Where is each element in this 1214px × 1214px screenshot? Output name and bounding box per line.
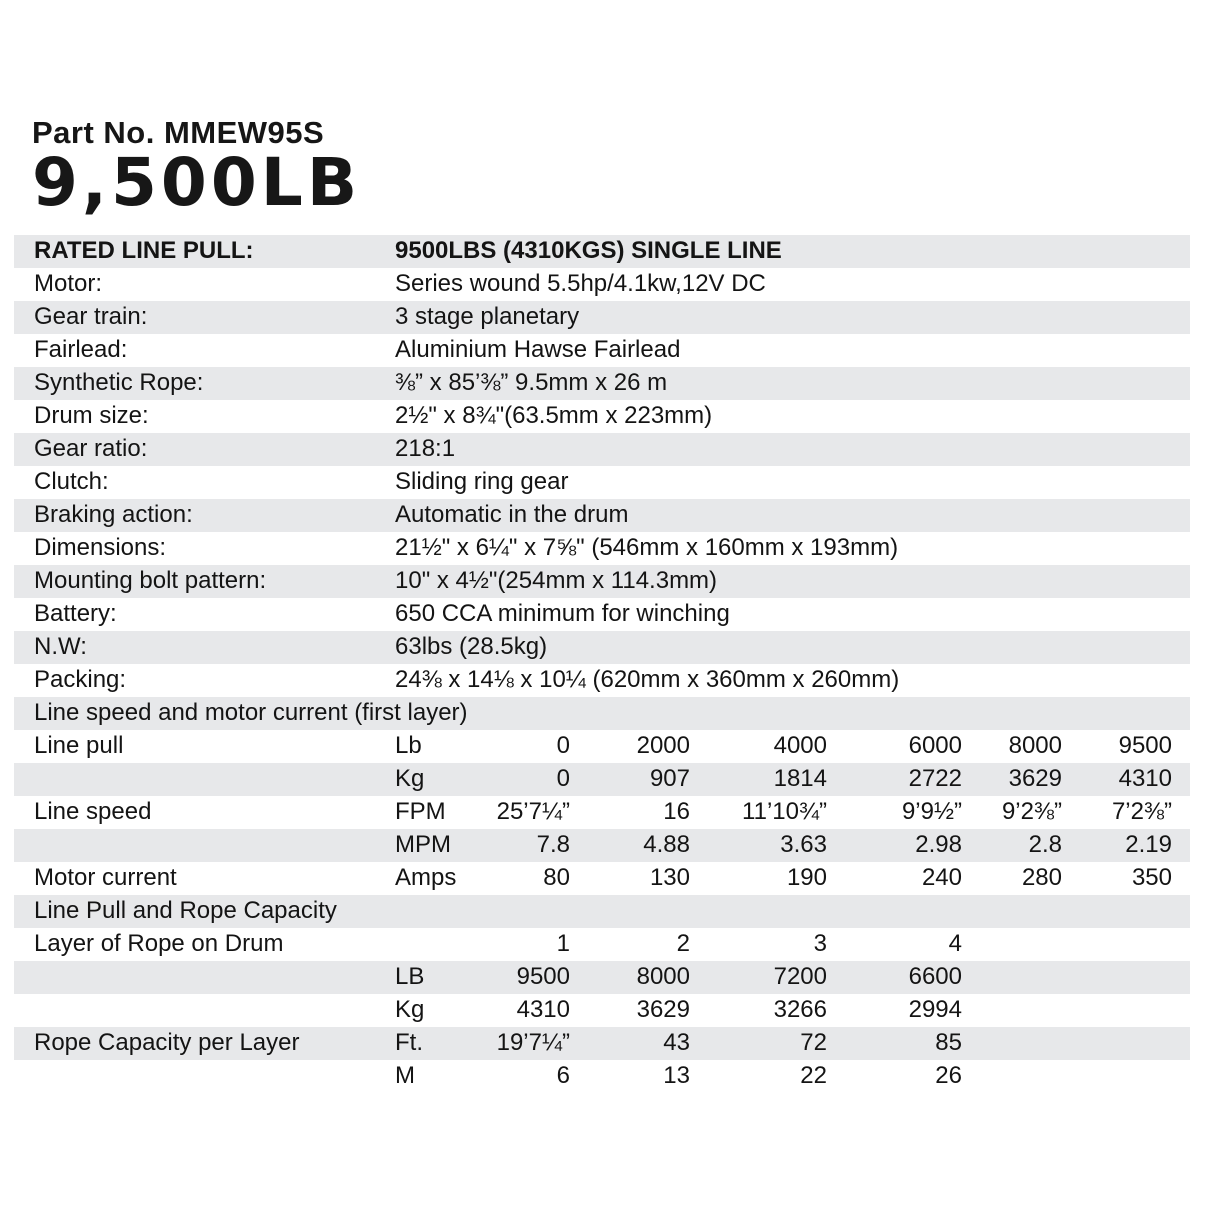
spec-value: 218:1 (395, 435, 456, 463)
value-cell: 9’9½” (901, 798, 962, 826)
spec-value: 3 stage planetary (395, 303, 580, 331)
value-cell: 9500 (516, 963, 570, 991)
value-cell: 2000 (636, 732, 690, 760)
spec-label: Synthetic Rope: (34, 371, 204, 396)
spec-value: Automatic in the drum (395, 501, 629, 529)
unit-cell: Ft. (395, 1029, 423, 1057)
spec-value: 24⅜ x 14⅛ x 10¼ (620mm x 360mm x 260mm) (395, 666, 900, 694)
unit-cell: Kg (395, 765, 425, 793)
value-cell: 350 (1131, 864, 1172, 892)
spec-value: 650 CCA minimum for winching (395, 600, 730, 628)
data-row-label: Rope Capacity per Layer (34, 1031, 300, 1056)
value-cell: 3629 (1008, 765, 1062, 793)
row-gear-train (14, 301, 1190, 334)
unit-cell: Amps (395, 864, 457, 892)
value-cell: 6000 (908, 732, 962, 760)
value-cell: 0 (556, 765, 570, 793)
unit-cell: FPM (395, 798, 446, 826)
value-cell: 43 (663, 1029, 690, 1057)
value-cell: 2722 (908, 765, 962, 793)
row-dimensions (14, 532, 1190, 565)
value-cell: 280 (1021, 864, 1062, 892)
value-cell: 3266 (773, 996, 827, 1024)
row-motor-current-amps (14, 862, 1190, 895)
value-cell: 4310 (516, 996, 570, 1024)
row-line-speed-fpm (14, 796, 1190, 829)
data-row-label: Line speed (34, 800, 152, 825)
value-cell: 80 (543, 864, 570, 892)
row-capacity-kg (14, 994, 1190, 1027)
spec-label: Battery: (34, 602, 117, 627)
row-synthetic-rope (14, 367, 1190, 400)
part-number-title: Part No. MMEW95S (32, 115, 325, 150)
row-line-pull-kg (14, 763, 1190, 796)
value-cell: 240 (921, 864, 962, 892)
data-row-label: Layer of Rope on Drum (34, 932, 284, 957)
value-cell: 8000 (1008, 732, 1062, 760)
spec-label: Motor: (34, 272, 103, 297)
spec-label: Drum size: (34, 404, 149, 429)
value-cell: 2 (676, 930, 690, 958)
unit-cell: Kg (395, 996, 425, 1024)
row-net-weight (14, 631, 1190, 664)
value-cell: 3 (813, 930, 827, 958)
row-capacity-lb (14, 961, 1190, 994)
spec-value: Aluminium Hawse Fairlead (395, 336, 681, 364)
row-clutch (14, 466, 1190, 499)
row-packing (14, 664, 1190, 697)
row-gear-ratio (14, 433, 1190, 466)
value-cell: 7200 (773, 963, 827, 991)
value-cell: 2994 (908, 996, 962, 1024)
spec-table (14, 235, 1190, 1093)
value-cell: 130 (649, 864, 690, 892)
data-row-label: Motor current (34, 866, 177, 891)
spec-value: 10" x 4½"(254mm x 114.3mm) (395, 567, 718, 595)
spec-label: Mounting bolt pattern: (34, 569, 267, 594)
value-cell: 4000 (773, 732, 827, 760)
spec-value: Sliding ring gear (395, 468, 569, 496)
spec-label: Gear ratio: (34, 437, 148, 462)
value-cell: 907 (649, 765, 690, 793)
value-cell: 85 (935, 1029, 962, 1057)
value-cell: 6600 (908, 963, 962, 991)
spec-label: Braking action: (34, 503, 193, 528)
value-cell: 0 (556, 732, 570, 760)
value-cell: 25’7¼” (496, 798, 570, 826)
value-cell: 8000 (636, 963, 690, 991)
value-cell: 3629 (636, 996, 690, 1024)
section-header-rope-capacity (14, 895, 1190, 928)
value-cell: 2.8 (1028, 831, 1062, 859)
value-cell: 7.8 (536, 831, 570, 859)
title-block (32, 115, 1214, 222)
row-rope-capacity-ft (14, 1027, 1190, 1060)
spec-label: Dimensions: (34, 536, 167, 561)
capacity-headline: 9,500LB (32, 144, 362, 222)
unit-cell: LB (395, 963, 425, 991)
value-cell: 1814 (773, 765, 827, 793)
spec-value: ⅜” x 85’⅜” 9.5mm x 26 m (395, 369, 668, 397)
row-battery (14, 598, 1190, 631)
spec-label: Gear train: (34, 305, 148, 330)
value-cell: 16 (663, 798, 690, 826)
value-cell: 3.63 (780, 831, 827, 859)
spec-label: N.W: (34, 635, 87, 660)
row-fairlead (14, 334, 1190, 367)
spec-label: Clutch: (34, 470, 109, 495)
value-cell: 190 (786, 864, 827, 892)
row-line-pull-lb (14, 730, 1190, 763)
spec-value: 21½" x 6¼" x 7⅝" (546mm x 160mm x 193mm) (395, 534, 899, 562)
value-cell: 4310 (1118, 765, 1172, 793)
row-rated-line-pull (14, 235, 1190, 268)
value-cell: 7’2⅜” (1111, 798, 1172, 826)
row-drum-size (14, 400, 1190, 433)
section-title: Line speed and motor current (first layer) (34, 699, 468, 727)
section-header-line-speed (14, 697, 1190, 730)
value-cell: 19’7¼” (496, 1029, 570, 1057)
row-mounting-bolt-pattern (14, 565, 1190, 598)
row-line-speed-mpm (14, 829, 1190, 862)
spec-label: Fairlead: (34, 338, 128, 363)
value-cell: 9’2⅜” (1001, 798, 1062, 826)
value-cell: 1 (556, 930, 570, 958)
value-cell: 2.19 (1125, 831, 1172, 859)
value-cell: 6 (556, 1062, 570, 1090)
spec-value: Series wound 5.5hp/4.1kw,12V DC (395, 270, 766, 298)
row-rope-capacity-m (14, 1060, 1190, 1093)
unit-cell: M (395, 1062, 415, 1090)
row-layer-of-rope (14, 928, 1190, 961)
value-cell: 13 (663, 1062, 690, 1090)
row-braking-action (14, 499, 1190, 532)
data-row-label: Line pull (34, 734, 124, 759)
spec-label: RATED LINE PULL: (34, 239, 254, 264)
value-cell: 2.98 (915, 831, 962, 859)
value-cell: 4 (948, 930, 962, 958)
section-title: Line Pull and Rope Capacity (34, 897, 337, 925)
value-cell: 26 (935, 1062, 962, 1090)
spec-value: 2½" x 8¾"(63.5mm x 223mm) (395, 402, 713, 430)
spec-value: 9500LBS (4310KGS) SINGLE LINE (395, 237, 782, 265)
row-motor (14, 268, 1190, 301)
value-cell: 11’10¾” (742, 798, 827, 826)
spec-label: Packing: (34, 668, 127, 693)
unit-cell: Lb (395, 732, 422, 760)
unit-cell: MPM (395, 831, 451, 859)
value-cell: 4.88 (643, 831, 690, 859)
spec-value: 63lbs (28.5kg) (395, 633, 548, 661)
value-cell: 9500 (1118, 732, 1172, 760)
value-cell: 22 (800, 1062, 827, 1090)
value-cell: 72 (800, 1029, 827, 1057)
